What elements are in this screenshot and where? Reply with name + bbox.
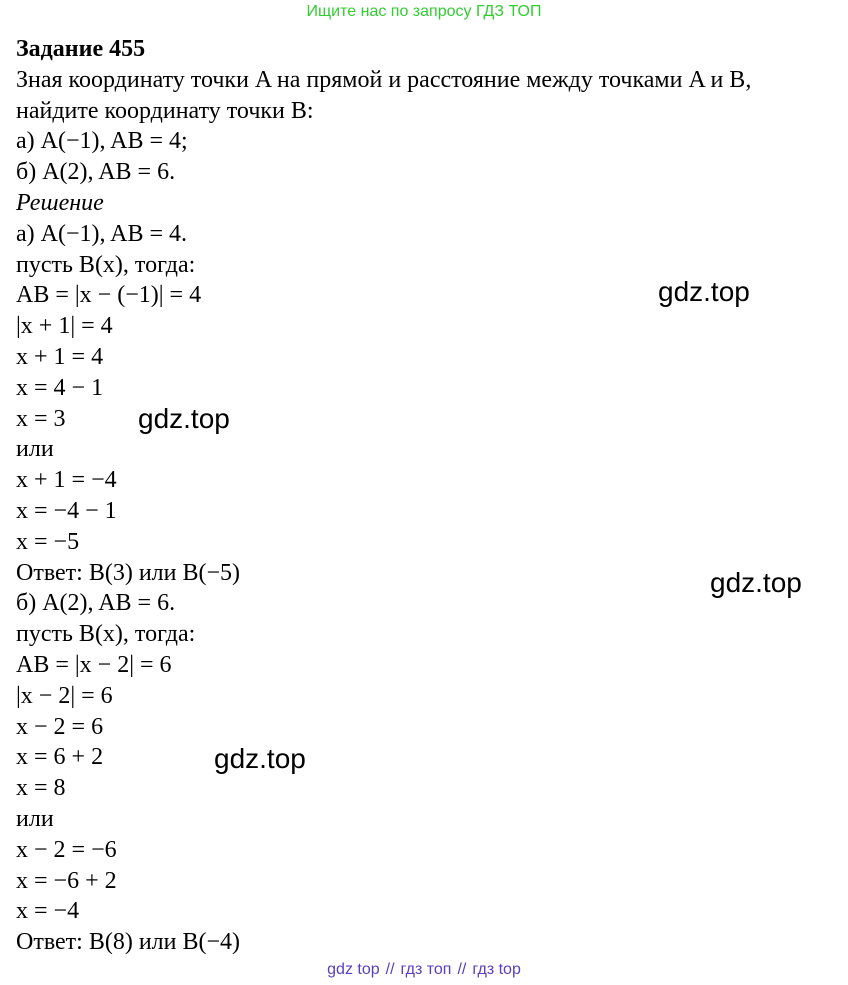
solution-line: б) A(2), AB = 6. [16, 590, 176, 617]
document-body [16, 34, 844, 958]
solution-line: AB = |x − (−1)| = 4 [16, 282, 202, 309]
solution-line: x = −4 − 1 [16, 497, 117, 524]
footer-separator: // [385, 961, 395, 978]
solution-line: |x − 2| = 6 [16, 682, 113, 709]
task-statement-line: найдите координату точки B: [16, 97, 314, 124]
footer-link[interactable]: гдз топ [400, 961, 452, 978]
solution-line: пусть B(x), тогда: [16, 621, 196, 648]
solution-line: x = 3 [16, 405, 66, 432]
watermark: gdz.top [214, 743, 306, 774]
solution-line: |x + 1| = 4 [16, 313, 113, 340]
footer-link[interactable]: gdz top [327, 961, 380, 978]
solution-line: или [16, 805, 54, 832]
solution-line: или [16, 436, 54, 463]
solution-line: x = 8 [16, 775, 66, 802]
task-statement-line: а) A(−1), AB = 4; [16, 128, 188, 155]
watermark: gdz.top [710, 567, 802, 598]
solution-line: x = −4 [16, 898, 80, 925]
solution-line: x + 1 = −4 [16, 467, 117, 494]
solution-line: а) A(−1), AB = 4. [16, 220, 188, 247]
solution-line: AB = |x − 2| = 6 [16, 651, 172, 678]
footer-link[interactable]: гдз top [472, 961, 521, 978]
solution-line: x = −5 [16, 528, 80, 555]
solution-line: x − 2 = −6 [16, 836, 117, 863]
watermark: gdz.top [138, 403, 230, 434]
solution-line: x = −6 + 2 [16, 867, 117, 894]
solution-line: пусть B(x), тогда: [16, 251, 196, 278]
solution-heading: Решение [16, 189, 104, 216]
answer-line: Ответ: B(8) или B(−4) [16, 929, 241, 956]
task-statement-line: б) A(2), AB = 6. [16, 159, 176, 186]
footer-links [0, 960, 848, 980]
solution-line: x − 2 = 6 [16, 713, 104, 740]
footer-separator: // [457, 961, 467, 978]
solution-line: x + 1 = 4 [16, 343, 104, 370]
solution-line: x = 6 + 2 [16, 744, 104, 771]
task-title: Задание 455 [16, 36, 146, 62]
top-banner[interactable]: Ищите нас по запросу ГДЗ ТОП [306, 3, 542, 20]
task-statement-line: Зная координату точки A на прямой и расстояние между точками A и B, [16, 66, 752, 93]
answer-line: Ответ: B(3) или B(−5) [16, 559, 241, 586]
watermark: gdz.top [658, 276, 750, 307]
solution-line: x = 4 − 1 [16, 374, 104, 401]
